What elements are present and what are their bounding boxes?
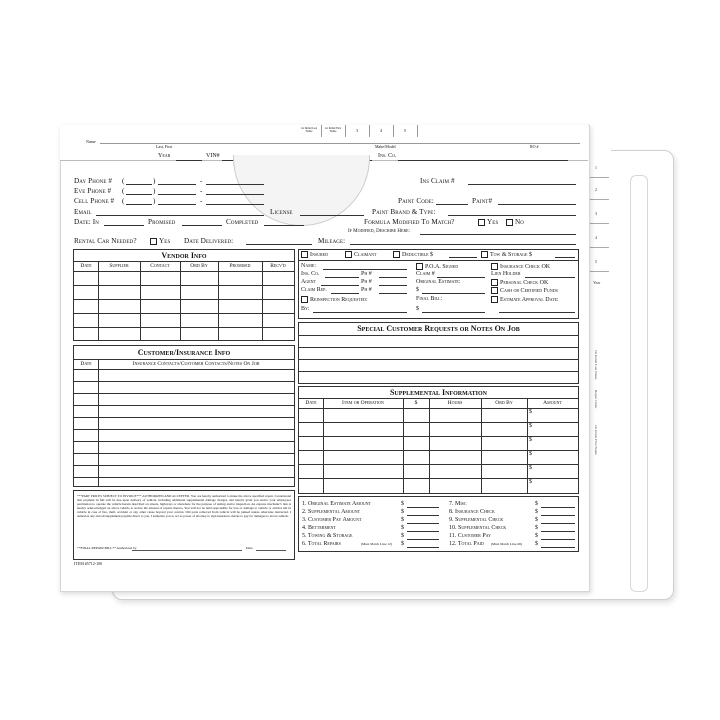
reinspection-checkbox[interactable]: [301, 296, 308, 303]
vendor-info-title: Vendor Info: [161, 251, 207, 260]
supplemental-info-table: [298, 386, 579, 494]
final-bill-label: Final Bill:: [416, 296, 443, 302]
poa-label: P.O.A. Signed: [425, 263, 459, 270]
eve-phone-label: Eve Phone #: [74, 187, 112, 195]
total-line-12: 12. Total Paid: [449, 541, 484, 547]
supp-col-hours: Hours: [447, 400, 463, 406]
top-tab-5: 5: [404, 128, 406, 133]
ins-claim-label: Ins Claim #: [420, 177, 455, 185]
formula-yes-checkbox[interactable]: [478, 219, 485, 226]
total-line-12-note: (Must Match Line #6): [491, 542, 523, 546]
total-line-4: 4. Betterment: [302, 525, 336, 531]
side-tab-4: 4: [595, 235, 597, 240]
claimant-option[interactable]: [345, 251, 376, 259]
vendor-col-ord-by: Ord By: [190, 263, 208, 269]
total-line-2: 2. Supplemental Amount: [302, 509, 361, 515]
mileage-label: Mileage:: [318, 237, 346, 245]
total-dollar: $: [535, 525, 538, 531]
claimant-checkbox[interactable]: [345, 251, 352, 258]
final-repair-date-label: Date: [246, 546, 253, 550]
year-label: Year: [158, 153, 171, 159]
deductible-label: Deductible $: [402, 251, 434, 258]
estimate-approval-checkbox[interactable]: [491, 296, 498, 303]
original-estimate-label: Original Estimate:: [416, 279, 461, 285]
tow-storage-option[interactable]: [481, 251, 532, 259]
claim-rep-label: Claim Rep.: [301, 287, 327, 293]
total-dollar: $: [401, 525, 404, 531]
total-dollar: $: [535, 533, 538, 539]
formula-yes-option[interactable]: [478, 218, 498, 226]
insured-checkbox[interactable]: [301, 251, 308, 258]
rental-yes-option[interactable]: [150, 237, 170, 245]
total-line-6-note: (Must Match Line 12): [361, 542, 393, 546]
total-line-6: 6. Total Repairs: [302, 541, 341, 547]
folder-back-pocket: [630, 175, 648, 592]
side-tab-last-name: 1st Initial Last Name: [594, 350, 598, 380]
ins-co-phone-label: Ph #: [361, 271, 372, 277]
vendor-col-promised: Promised: [229, 263, 251, 269]
supp-col-item: Item or Operation: [342, 400, 384, 406]
claim-rep-phone-label: Ph #: [361, 287, 372, 293]
customer-col-notes: Insurance Contacts/Customer Contacts/Notes On Job: [132, 361, 260, 367]
item-number: ITEM #5712-100: [74, 561, 103, 566]
total-dollar: $: [401, 517, 404, 523]
supp-col-ord-by: Ord By: [495, 400, 513, 406]
rental-car-label: Rental Car Needed?: [74, 237, 137, 245]
rental-yes-label: Yes: [159, 237, 171, 245]
total-line-1: 1. Original Estimate Amount: [302, 501, 371, 507]
vendor-info-table: [73, 249, 295, 341]
supp-amount-dollar: $: [529, 409, 532, 415]
special-requests-title: Special Customer Requests or Notes On Job: [357, 324, 520, 333]
formula-no-checkbox[interactable]: [506, 219, 513, 226]
reinspection-option[interactable]: [301, 296, 368, 304]
make-model-label: Make/Model: [375, 144, 396, 149]
paint-number-label: Paint#: [472, 197, 493, 205]
license-label: License: [270, 208, 293, 216]
if-modified-label: If Modified, Describe Here:: [348, 229, 410, 234]
formula-no-option[interactable]: [506, 218, 524, 226]
supp-amount-dollar: $: [529, 423, 532, 429]
insurance-check-ok-option[interactable]: [491, 263, 550, 271]
top-tab-last-name: 1st Initial Last Name: [300, 127, 318, 133]
personal-check-ok-option[interactable]: [491, 279, 548, 287]
email-label: Email: [74, 208, 92, 216]
rental-yes-checkbox[interactable]: [150, 238, 157, 245]
side-tab-3: 3: [595, 211, 597, 216]
supp-col-amount: Amount: [543, 400, 562, 406]
supp-col-date: Date: [305, 400, 317, 406]
vendor-col-recvd: Recv'd: [270, 263, 286, 269]
total-dollar: $: [401, 501, 404, 507]
total-line-10: 10. Supplemental Check: [449, 525, 507, 531]
personal-check-ok-label: Personal Check OK: [500, 279, 549, 286]
total-line-9: 9. Supplemental Check: [449, 517, 504, 523]
top-tabs: [298, 125, 418, 137]
formula-no-label: No: [515, 218, 525, 226]
total-dollar: $: [401, 533, 404, 539]
formula-yes-label: Yes: [487, 218, 499, 226]
insurance-details-box: [298, 249, 579, 319]
supp-col-dollar: $: [414, 400, 418, 406]
formula-modified-label: Formula Modified To Match?: [364, 218, 455, 226]
last-first-label: Last, First: [156, 144, 173, 149]
completed-label: Completed: [226, 218, 259, 226]
customer-col-date: Date: [80, 361, 92, 367]
ins-co-label: Ins. Co.: [378, 153, 397, 159]
total-line-5: 5. Towing & Storage: [302, 533, 353, 539]
cash-certified-label: Cash or Certified Funds: [500, 287, 558, 294]
side-tab-5: 5: [595, 259, 597, 264]
totals-box: [298, 496, 579, 552]
deductible-option[interactable]: [393, 251, 433, 259]
date-in-label: Date: In: [74, 218, 99, 226]
final-bill-dollar: $: [416, 306, 419, 312]
total-dollar: $: [535, 517, 538, 523]
total-dollar: $: [535, 541, 538, 547]
day-phone-label: Day Phone #: [74, 177, 113, 185]
top-tab-4: 4: [380, 128, 382, 133]
side-tab-year: Year: [593, 280, 601, 285]
side-tab-1: 1: [595, 165, 597, 170]
original-estimate-dollar: $: [416, 287, 419, 293]
total-line-8: 8. Insurance Check: [449, 509, 495, 515]
insured-label: Insured: [310, 251, 328, 258]
mid-claim-label: Claim #: [416, 271, 435, 277]
total-line-3: 3. Customer Pay Amount: [302, 517, 362, 523]
top-tab-first-name: 1st Initial First Name: [324, 127, 342, 133]
supp-amount-dollar: $: [529, 465, 532, 471]
poa-option[interactable]: [416, 263, 458, 271]
cash-certified-checkbox[interactable]: [491, 287, 498, 294]
supplemental-info-title: Supplemental Information: [389, 388, 487, 397]
supp-amount-dollar: $: [529, 479, 532, 485]
vendor-col-supplier: Supplier: [109, 263, 129, 269]
top-tab-3: 3: [356, 128, 358, 133]
ro-label: RO #: [530, 144, 539, 149]
disclaimer-box: [73, 490, 295, 560]
cash-certified-option[interactable]: [491, 287, 558, 295]
vendor-col-date: Date: [80, 263, 92, 269]
cell-phone-label: Cell Phone #: [74, 197, 115, 205]
promised-label: Promised: [148, 218, 176, 226]
special-requests-box: [298, 322, 579, 384]
customer-insurance-title: Customer/Insurance Info: [137, 348, 231, 357]
final-repair-label: **FINAL REPAIR BILL** Authorized by: [77, 546, 137, 550]
insurance-check-ok-checkbox[interactable]: [491, 263, 498, 270]
side-tab-repair-order: Repair Order: [594, 390, 598, 409]
customer-insurance-table: [73, 345, 295, 487]
total-line-7: 7. Misc: [449, 501, 467, 507]
vin-label: VIN#: [206, 153, 220, 159]
agent-label: Agent: [301, 279, 316, 285]
total-dollar: $: [535, 501, 538, 507]
insured-option[interactable]: [301, 251, 328, 259]
insurance-check-ok-label: Insurance Check OK: [500, 263, 551, 270]
total-dollar: $: [401, 509, 404, 515]
reinspection-by-label: By:: [301, 306, 310, 312]
tow-storage-label: Tow & Storage $: [490, 251, 532, 258]
side-tab-first-name: 1st Initial First Name: [594, 425, 598, 455]
poa-checkbox[interactable]: [416, 263, 423, 270]
vendor-col-contact: Contact: [150, 263, 170, 269]
personal-check-ok-checkbox[interactable]: [491, 279, 498, 286]
tow-storage-checkbox[interactable]: [481, 251, 488, 258]
estimate-approval-label: Estimate Approval Date:: [500, 296, 559, 303]
total-line-11: 11. Customer Pay: [449, 533, 492, 539]
deductible-checkbox[interactable]: [393, 251, 400, 258]
supp-amount-dollar: $: [529, 451, 532, 457]
date-delivered-label: Date Delivered:: [184, 237, 234, 245]
paint-code-label: Paint Code:: [398, 197, 434, 205]
agent-phone-label: Ph #: [361, 279, 372, 285]
claimant-label: Claimant: [354, 251, 377, 258]
estimate-approval-option[interactable]: [491, 296, 559, 304]
reinspection-label: Reinspection Requested:: [310, 296, 368, 303]
total-dollar: $: [535, 509, 538, 515]
lien-holder-label: Lien Holder: [491, 271, 521, 277]
ins-name-label: Name:: [301, 263, 316, 269]
disclaimer-text: ***PART PRICES SUBJECT TO INVOICE*** AUTHORIZED AND ACCEPTED. You are hereby authorized to make the above specified repair. I understand that payment in full will be due upon delivery of vehicle, including additional supplemental damage charges, and hereby grant you and/or your employees permission to operate the vehicle herein described on streets, highways or elsewhere for the purpose of testing and/or inspection. An express mechanic's lien is hereby acknowledged on above vehicle to secure the amount of repairs thereto. You will not be held responsible for loss or damage to vehicle or articles left in vehicle in case of fire, theft, accident or any other cause beyond your control. Old parts removed from vehicle will be junked unless otherwise instructed. I authorize any and all supplement payable direct to you. I authorize you to act as power of attorney to sign insurance checks to pay for damages to above vehicle.: [77, 494, 291, 518]
paint-brand-label: Paint Brand & Type:: [372, 208, 436, 216]
ins-co-field-label: Ins. Co.: [301, 271, 320, 277]
side-tab-2: 2: [595, 187, 597, 192]
name-label: Name: [86, 139, 96, 144]
supp-amount-dollar: $: [529, 437, 532, 443]
total-dollar: $: [401, 541, 404, 547]
